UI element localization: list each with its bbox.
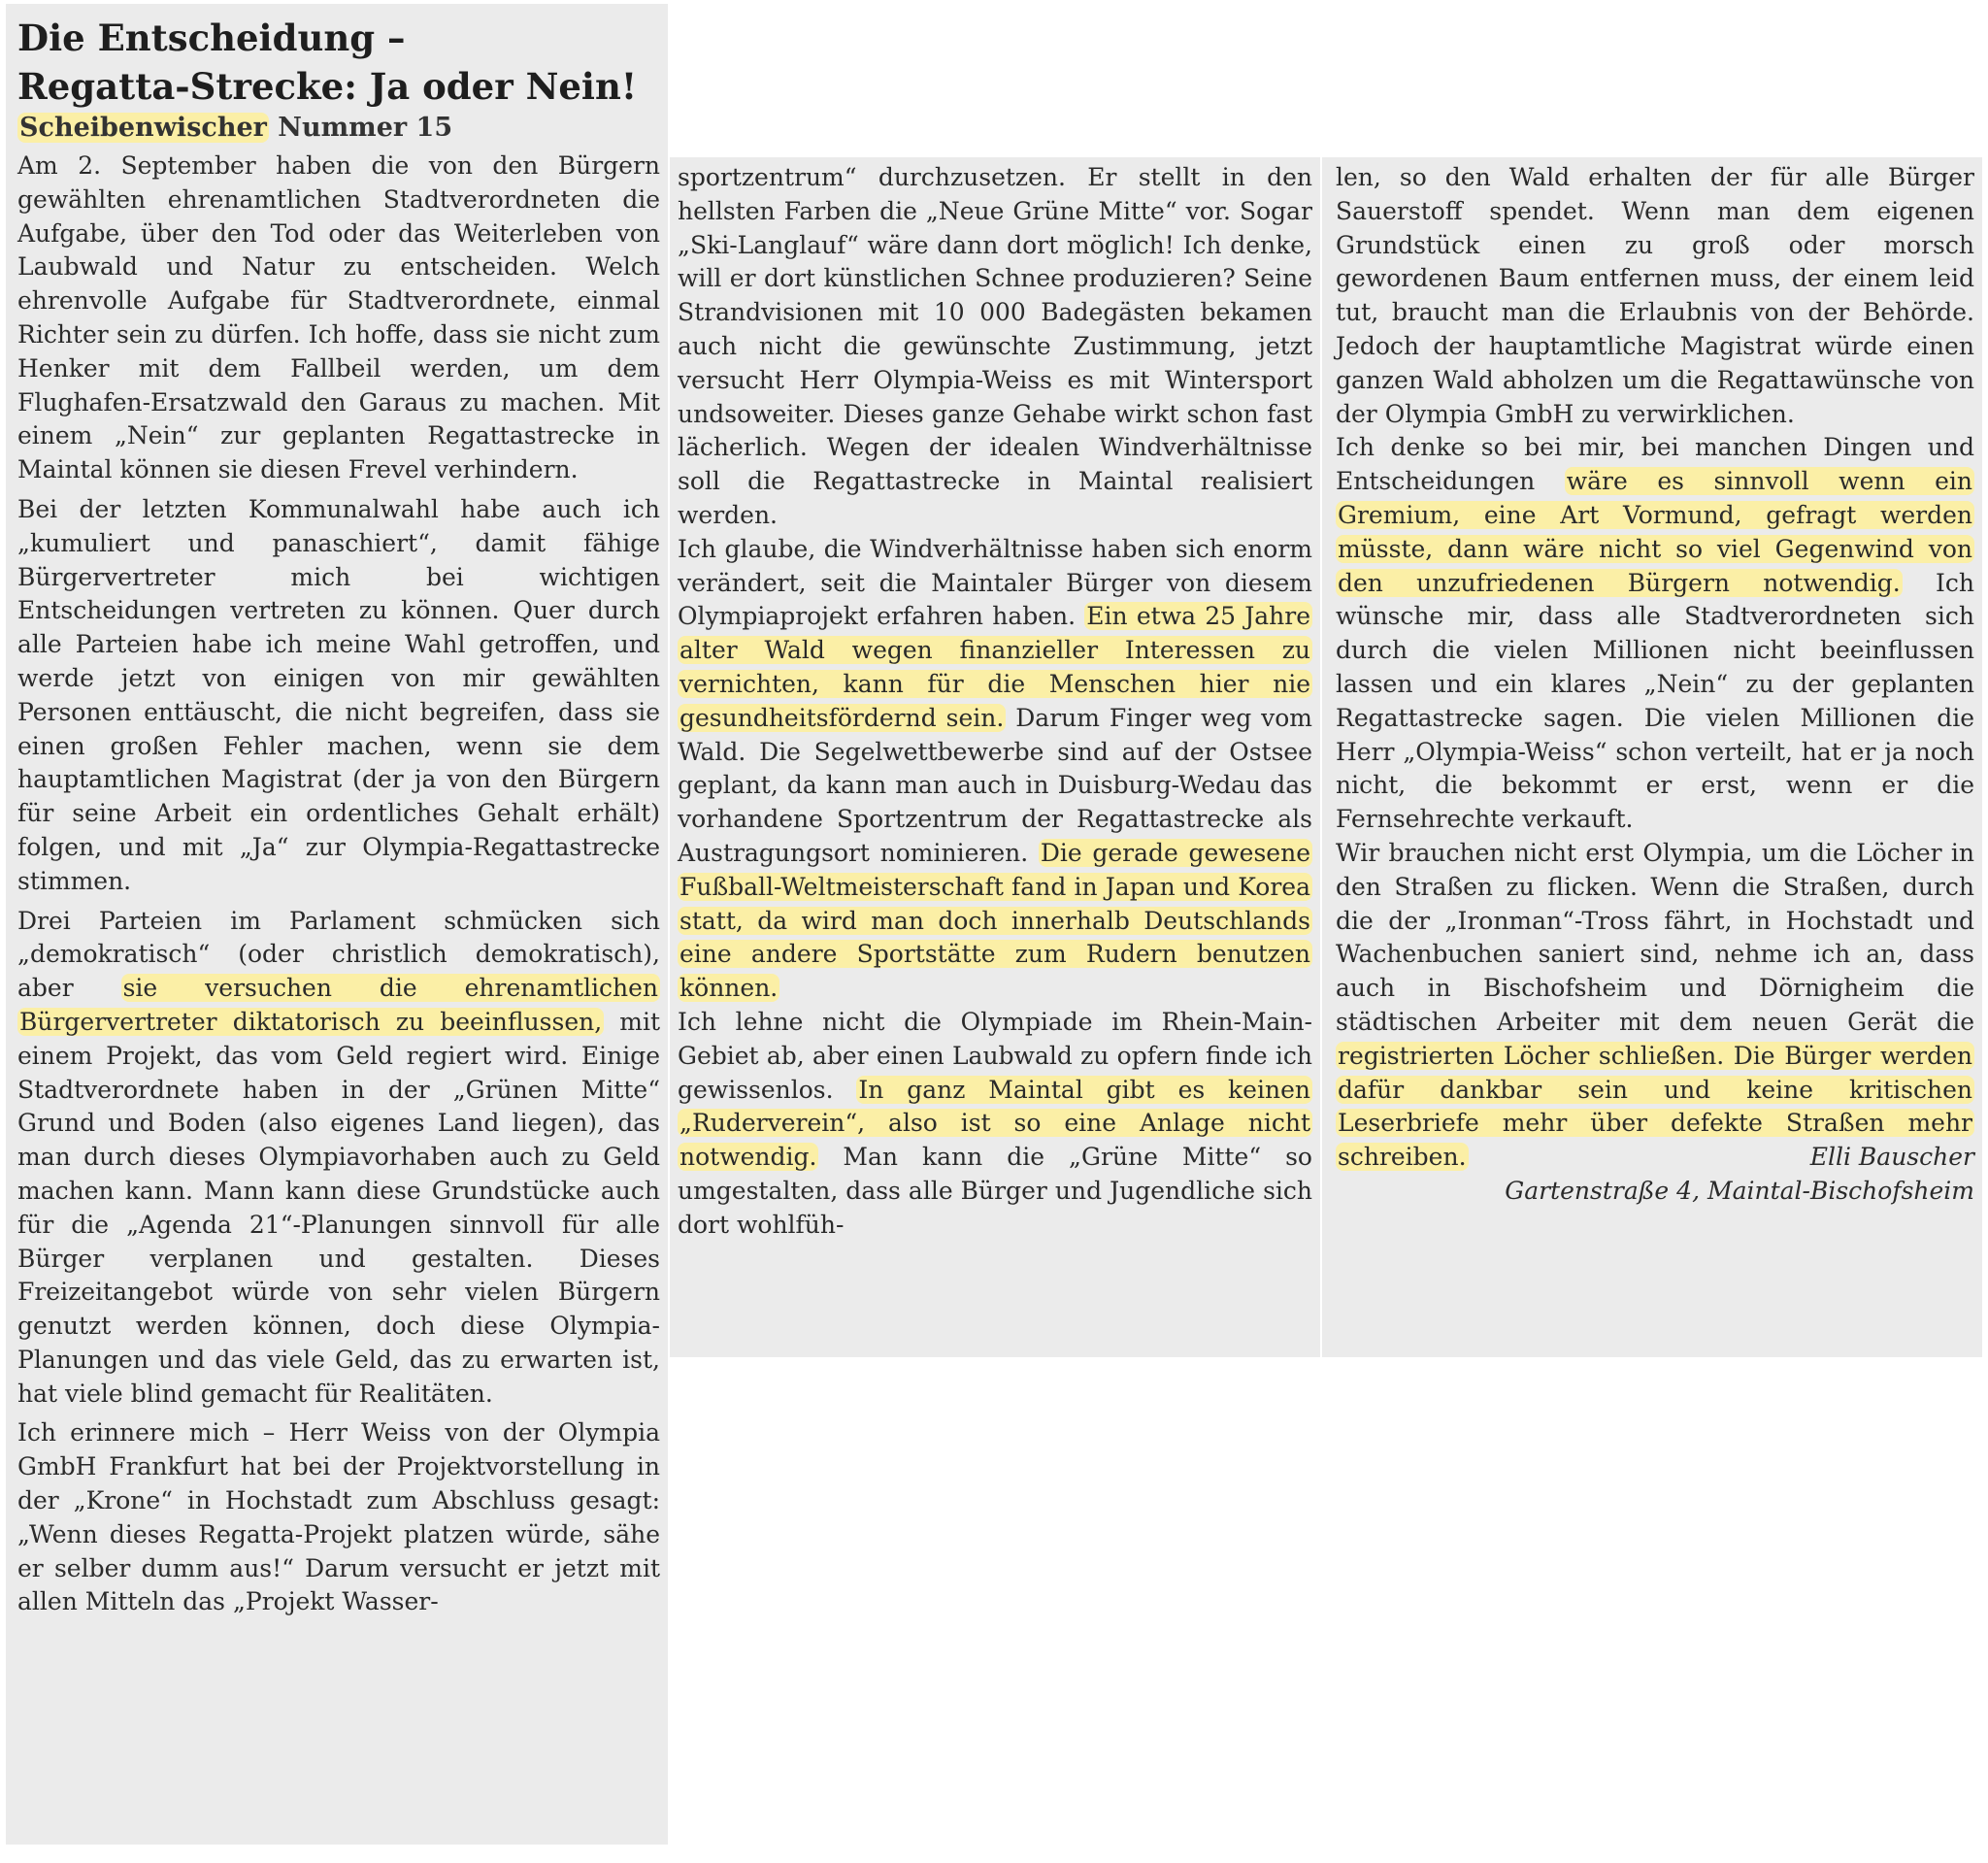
headline [17, 14, 660, 111]
headline-line-2: Regatta-Strecke: Ja oder Nein! [17, 65, 638, 108]
text-run: Man kann die „Grüne Mitte“ so umgestalten, dass alle Bürger und Jugendliche sich dort wohlfüh- [678, 1143, 1312, 1239]
signature-address: Gartenstraße 4, Maintal-Bischofsheim [1505, 1176, 1974, 1205]
paragraph [1336, 431, 1974, 837]
column-2 [670, 157, 1320, 1357]
text-run: Wir brauchen nicht erst Olympia, um die Löcher in den Straßen zu flicken. Wenn die Straßen, durch die der „Ironman“-Tross fährt, in Hochstadt und Wachenbuchen saniert sind, nehme ich an, dass auch in Bischofsheim und Dörnigheim die städtischen Arbeiter mit dem neuen Gerät die [1336, 838, 1974, 1036]
highlighted-text: sie versuchen die ehrenamtlichen Bürgervertreter diktatorisch zu beeinflussen, [19, 974, 658, 1036]
column-1 [6, 4, 668, 1845]
text-run: Ich wünsche mir, dass alle Stadtverordneten sich durch die vielen Millionen nicht beeinflussen lassen und ein klares „Nein“ zu der geplanten Regattastrecke sagen. Die vielen Millionen die Herr „Olympia-Weiss“ schon verteilt, hat er ja noch nicht, die bekommt er erst, wenn er die Fernsehrechte verkauft. [1336, 568, 1974, 834]
kicker-highlight: Scheibenwischer [19, 113, 267, 143]
paragraph: Am 2. September haben die von den Bürgern gewählten ehrenamtlichen Stadtverordneten die Aufgabe, über den Tod oder das Weiterleben von Laubwald und Natur zu entscheiden. Welch ehrenvolle Aufgabe für Stadtverordnete, einmal Richter sein zu dürfen. Ich hoffe, dass sie nicht zum Henker mit dem Fallbeil werden, um dem Flughafen-Ersatzwald den Garaus zu machen. Mit einem „Nein“ zur geplanten Regattastrecke in Maintal können sie diesen Frevel verhindern. [17, 151, 660, 484]
paragraph [17, 905, 660, 1412]
text-run: Ich denke so bei mir, bei manchen Dingen und Entscheidungen [1336, 433, 1974, 496]
text-run: Ich lehne nicht die Olympiade im Rhein-Main-Gebiet ab, aber einen Laubwald zu opfern finde ich gewissenlos. [678, 1007, 1312, 1104]
text-run: mit einem Projekt, das vom Geld regiert wird. Einige Stadtverordnete haben in der „Grünen Mitte“ Grund und Boden (also eigenes Land liegen), das man durch dieses Olympiavorhaben auch zu Geld machen kann. Mann kann diese Grundstücke auch für die „Agenda 21“-Planungen sinnvoll für alle Bürger verplanen und gestalten. Dieses Freizeitangebot würde von sehr vielen Bürgern genutzt werden können, doch diese Olympia-Planungen und das viele Geld, das zu erwarten ist, hat viele blind gemacht für Realitäten. [17, 1007, 660, 1408]
highlighted-text: Die gerade gewesene Fußball-Weltmeisterschaft fand in Japan und Korea statt, da wird man doch innerhalb Deutschlands eine andere Sportstätte zum Rudern benutzen können. [679, 838, 1310, 1003]
kicker [17, 111, 660, 146]
paragraph: sportzentrum“ durchzusetzen. Er stellt in den hellsten Farben die „Neue Grüne Mitte“ vor. Sogar „Ski-Langlauf“ wäre dann dort möglich! Ich denke, will er dort künstlichen Schnee produzieren? Seine Strandvisionen mit 10 000 Badegästen bekamen auch nicht die gewünschte Zustimmung, jetzt versucht Herr Olympia-Weiss es mit Wintersport undsoweiter. Dieses ganze Gehabe wirkt schon fast lächerlich. Wegen der idealen Windverhältnisse soll die Regattastrecke in Maintal realisiert werden. [678, 163, 1312, 529]
headline-line-1: Die Entscheidung – [17, 17, 406, 59]
highlighted-text: wäre es sinnvoll wenn ein Gremium, eine Art Vormund, gefragt werden müsste, dann wäre nicht so viel Gegenwind von den unzufriedenen Bürgern notwendig. [1338, 467, 1972, 597]
paragraph: Ich erinnere mich – Herr Weiss von der Olympia GmbH Frankfurt hat bei der Projektvorstellung in der „Krone“ in Hochstadt zum Abschluss gesagt: „Wenn dieses Regatta-Projekt platzen würde, sähe er selber dumm aus!“ Darum versucht er jetzt mit allen Mitteln das „Projekt Wasser- [17, 1418, 660, 1616]
kicker-rest: Nummer 15 [268, 113, 453, 143]
paragraph: Bei der letzten Kommunalwahl habe auch ich „kumuliert und panaschiert“, damit fähige Bürgervertreter mich bei wichtigen Entscheidungen vertreten zu können. Quer durch alle Parteien habe ich meine Wahl getroffen, und werde jetzt von einigen von mir gewählten Personen enttäuscht, die nicht begreifen, dass sie einen großen Fehler machen, wenn sie dem hauptamtlichen Magistrat (der ja von den Bürgern für seine Arbeit ein ordentliches Gehalt erhält) folgen, und mit „Ja“ zur Olympia-Regattastrecke stimmen. [17, 494, 660, 895]
paragraph [678, 533, 1312, 1006]
text-run: Darum Finger weg vom Wald. Die Segelwettbewerbe sind auf der Ostsee geplant, da kann man auch in Duisburg-Wedau das vorhandene Sportzentrum der Regattastrecke als Austragungsort nominieren. [678, 703, 1313, 867]
paragraph [678, 1006, 1312, 1243]
paragraph [1336, 837, 1974, 1175]
column-3 [1322, 157, 1982, 1357]
highlighted-text: registrierten Löcher schließen. Die Bürger werden dafür dankbar sein und keine kritischen Leserbriefe mehr über defekte Straßen mehr schreiben. [1338, 1041, 1972, 1172]
highlighted-text: Ein etwa 25 Jahre alter Wald wegen finanzieller Interessen zu vernichten, kann für die Menschen hier nie gesundheitsfördernd sein. [679, 602, 1310, 732]
paragraph: len, so den Wald erhalten der für alle Bürger Sauerstoff spendet. Wenn man dem eigenen Grundstück einen zu groß oder morsch gewordenen Baum entfernen muss, der einem leid tut, braucht man die Erlaubnis von der Behörde. Jedoch der hauptamtliche Magistrat würde einen ganzen Wald abholzen um die Regattawünsche von der Olympia GmbH zu verwirklichen. [1336, 163, 1974, 428]
highlighted-text: In ganz Maintal gibt es keinen „Ruderverein“, also ist so eine Anlage nicht notwendig. [679, 1075, 1310, 1172]
signature-name: Elli Bauscher [1809, 1143, 1974, 1172]
text-run: Ich glaube, die Windverhältnisse haben sich enorm verändert, seit die Maintaler Bürger von diesem Olympiaprojekt erfahren haben. [678, 534, 1312, 631]
text-run: Drei Parteien im Parlament schmücken sich „demokratisch“ (oder christlich demokratisch), aber [17, 906, 660, 1003]
